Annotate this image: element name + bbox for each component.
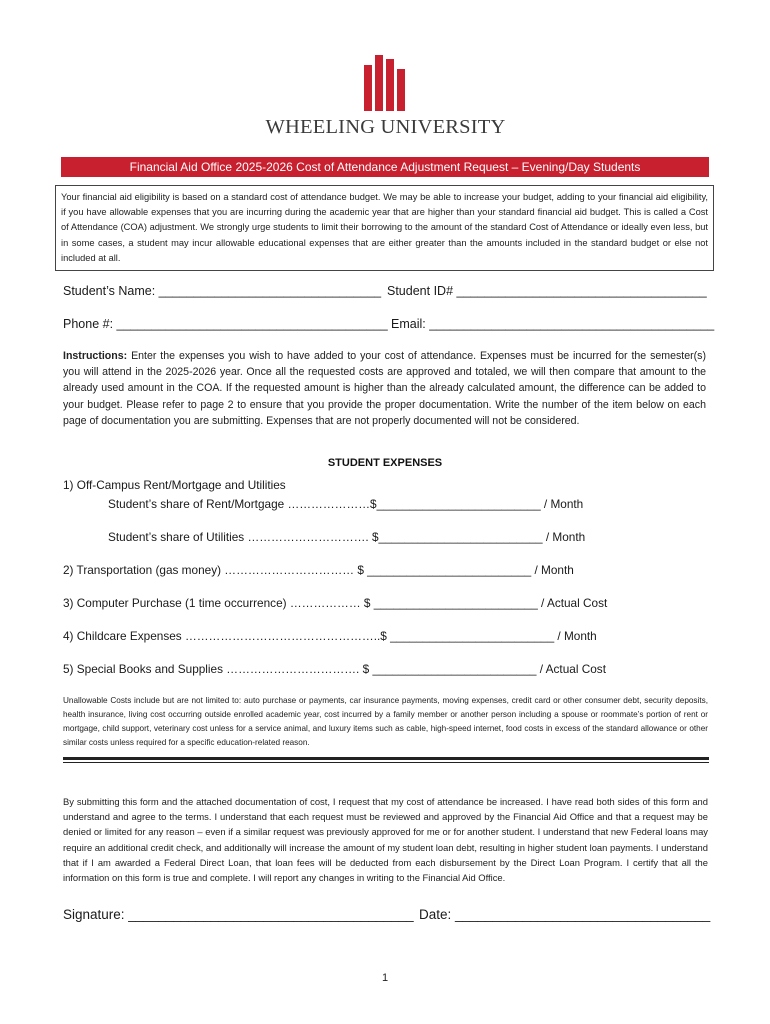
expense-item-1-heading: 1) Off-Campus Rent/Mortgage and Utilities <box>63 478 286 492</box>
form-title-banner: Financial Aid Office 2025-2026 Cost of Attendance Adjustment Request – Evening/Day Students <box>61 157 709 177</box>
expense-books-line[interactable]: 5) Special Books and Supplies ……………………………. $ _________________________ / Actual Cost <box>63 662 606 676</box>
expense-rent-line[interactable]: Student’s share of Rent/Mortgage …………………$_________________________ / Month <box>108 497 584 511</box>
date-field[interactable]: Date: __________________________________ <box>419 907 711 922</box>
expense-utilities-line[interactable]: Student’s share of Utilities …………………………. $_________________________ / Month <box>108 530 586 544</box>
university-logo <box>258 55 513 140</box>
logo-text: WHEELING UNIVERSITY <box>265 116 506 138</box>
signature-field[interactable]: Signature: ______________________________________ <box>63 907 414 922</box>
expense-childcare-line[interactable]: 4) Childcare Expenses …………………………………………..$ _________________________ / Month <box>63 629 597 643</box>
certification-paragraph: By submitting this form and the attached documentation of cost, I request that my cost of attendance be increased. I have read both sides of this form and understand and agree to the terms. I understand that each request must be reviewed and approved by the Financial Aid Office and that a request may be denied or limited for any reason – even if a similar request was previously approved for me or for another student. I understand that new Federal loans may require an additional credit check, and additionally will increase the amount of my student loan debt, resulting in higher student loan payments. I understand that if I am awarded a Federal Direct Loan, that loan fees will be deducted from each disbursement by the Direct Loan Program. I certify that all the information on this form is true and complete. I will report any changes in writing to the Financial Aid Office. <box>63 796 708 884</box>
student-expenses-title: STUDENT EXPENSES <box>327 457 443 469</box>
instructions-text: Enter the expenses you wish to have added to your cost of attendance. Expenses must be incurred for the semester(s) you will attend in the 2025-2026 year. Once all the requested costs are approved and totaled, we will then compare that amount to the already used amount in the COA. If the requested amount is higher than the already calculated amount, the difference can be added to your budget. Please refer to page 2 to ensure that you provide the proper documentation. Write the number of the item below on each page of documentation you are submitting. Expenses that are not properly documented will not be considered. <box>63 350 706 427</box>
expense-computer-line[interactable]: 3) Computer Purchase (1 time occurrence) ……………… $ _________________________ / Actual Cost <box>63 596 608 610</box>
intro-paragraph: Your financial aid eligibility is based on a standard cost of attendance budget. We may be able to increase your budget, adding to your financial aid eligibility, if you have allowable expenses that you are incurring during the academic year that are higher than your standard financial aid budget. This is called a Cost of Attendance (COA) adjustment. We strongly urge students to limit their borrowing to the amount of the standard Cost of Attendance or ideally even less, but in some cases, a student may incur allowable educational expenses that are either greater than the amounts included in the standard budget or else not included at all. <box>55 185 714 271</box>
student-id-field[interactable]: Student ID# ____________________________________ <box>387 284 707 298</box>
section-divider-thin <box>63 762 709 763</box>
phone-field[interactable]: Phone #: _______________________________________ <box>63 317 388 331</box>
section-divider-thick <box>63 757 709 760</box>
page-number: 1 <box>381 972 389 984</box>
unallowable-costs-note: Unallowable Costs include but are not limited to: auto purchase or payments, car insurance payments, moving expenses, credit card or other consumer debt, security deposits, health insurance, living cost occurring outside enrolled academic year, cost incurred by a family member or another person including a spouse or roommate’s portion of rent or mortgage, child support, veterinary cost unless for a service animal, and luxury items such as cable, high-speed internet, food costs in excess of the standard allowance or other similar costs unless required for a specific education-related reason. <box>63 696 708 747</box>
instructions-label: Instructions: <box>63 350 128 362</box>
email-field[interactable]: Email: _________________________________________ <box>391 317 715 331</box>
student-name-field[interactable]: Student’s Name: ________________________________ <box>63 284 382 298</box>
instructions-paragraph <box>63 348 706 429</box>
university-crest-icon <box>362 55 408 111</box>
expense-transportation-line[interactable]: 2) Transportation (gas money) …………………………… $ _________________________ / Month <box>63 563 574 577</box>
